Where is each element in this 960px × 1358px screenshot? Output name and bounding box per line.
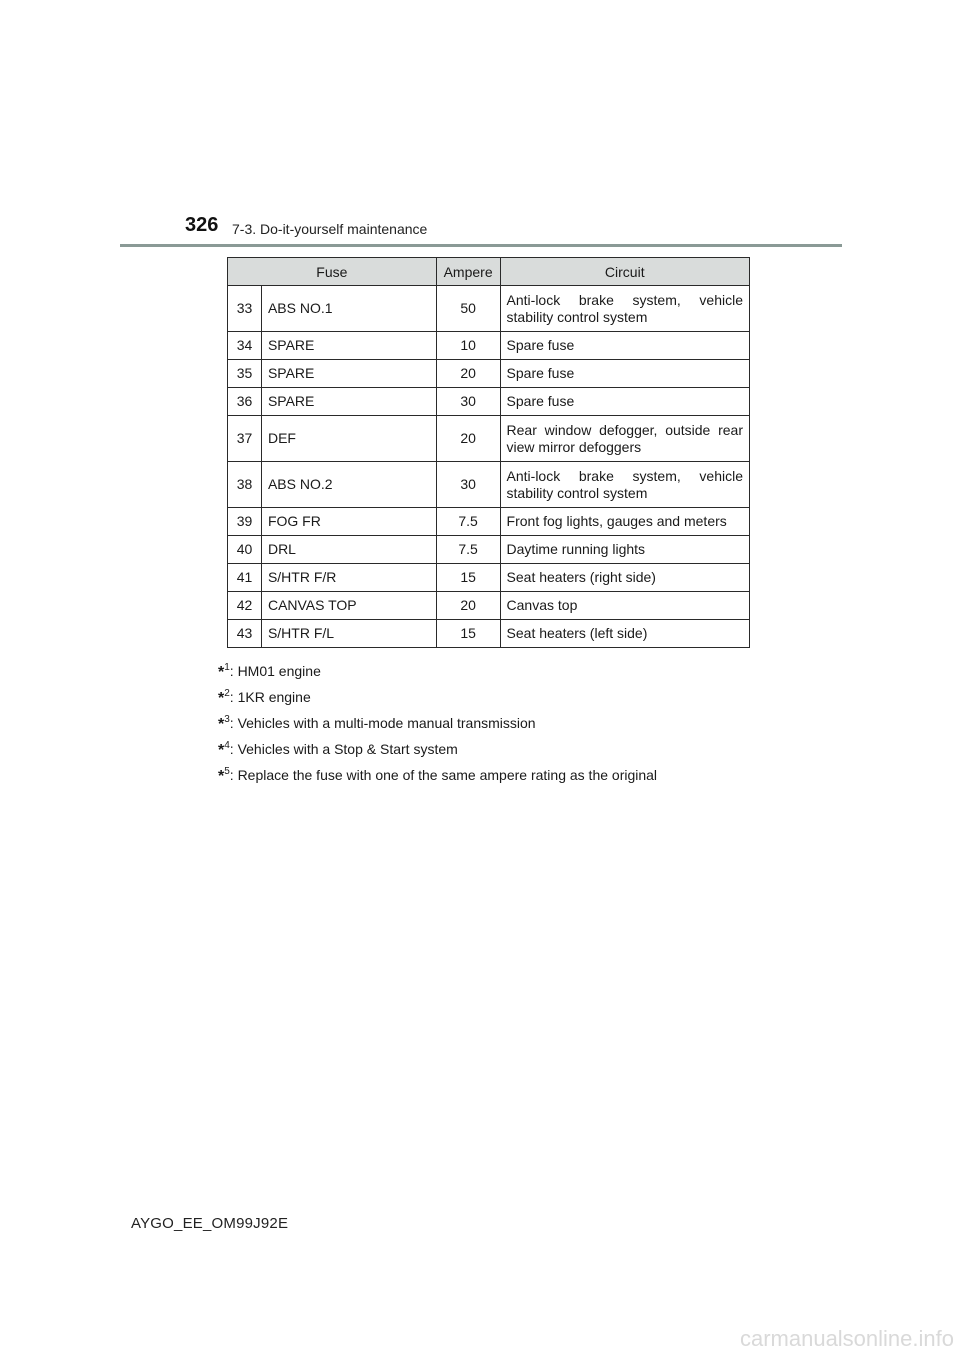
footnote-text: : Vehicles with a multi-mode manual transmission	[229, 715, 536, 731]
fuse-table	[227, 257, 750, 648]
fuse-ampere: 15	[436, 620, 500, 648]
footnote-number: 3	[224, 714, 230, 725]
table-row	[228, 332, 750, 360]
footnote-text: : 1KR engine	[229, 689, 311, 705]
fuse-number: 37	[228, 416, 262, 462]
fuse-ampere: 15	[436, 564, 500, 592]
footnote-number: 2	[224, 688, 230, 699]
fuse-ampere: 20	[436, 360, 500, 388]
footnote	[218, 655, 657, 681]
footnote-number: 4	[224, 740, 230, 751]
fuse-name: ABS NO.2	[261, 462, 436, 508]
fuse-circuit: Canvas top	[500, 592, 749, 620]
fuse-ampere: 7.5	[436, 508, 500, 536]
fuse-name: ABS NO.1	[261, 286, 436, 332]
fuse-number: 34	[228, 332, 262, 360]
footnote	[218, 707, 657, 733]
fuse-circuit: Anti-lock brake system, vehicle stability control system	[500, 286, 749, 332]
fuse-ampere: 20	[436, 416, 500, 462]
fuse-number: 36	[228, 388, 262, 416]
footnote-number: 5	[224, 766, 230, 777]
fuse-number: 35	[228, 360, 262, 388]
document-code: AYGO_EE_OM99J92E	[131, 1215, 289, 1232]
fuse-number: 41	[228, 564, 262, 592]
table-row	[228, 620, 750, 648]
footnote-number: 1	[224, 662, 230, 673]
fuse-name: DEF	[261, 416, 436, 462]
footnote-asterisk: *	[218, 742, 225, 759]
fuse-number: 38	[228, 462, 262, 508]
header-ampere: Ampere	[436, 258, 500, 286]
footnote-asterisk: *	[218, 664, 225, 681]
fuse-circuit: Daytime running lights	[500, 536, 749, 564]
fuse-number: 43	[228, 620, 262, 648]
footnote	[218, 681, 657, 707]
fuse-circuit: Rear window defogger, outside rear view mirror defoggers	[500, 416, 749, 462]
fuse-number: 39	[228, 508, 262, 536]
table-row	[228, 508, 750, 536]
footnote-asterisk: *	[218, 690, 225, 707]
fuse-ampere: 7.5	[436, 536, 500, 564]
fuse-circuit: Seat heaters (right side)	[500, 564, 749, 592]
fuse-number: 40	[228, 536, 262, 564]
fuse-name: S/HTR F/R	[261, 564, 436, 592]
table-row	[228, 592, 750, 620]
fuse-circuit: Spare fuse	[500, 388, 749, 416]
table-row	[228, 416, 750, 462]
fuse-circuit: Anti-lock brake system, vehicle stability control system	[500, 462, 749, 508]
fuse-ampere: 30	[436, 388, 500, 416]
footnote-asterisk: *	[218, 768, 225, 785]
table-row	[228, 564, 750, 592]
fuse-name: FOG FR	[261, 508, 436, 536]
section-title: 7-3. Do-it-yourself maintenance	[232, 221, 428, 237]
fuse-name: SPARE	[261, 388, 436, 416]
fuse-name: S/HTR F/L	[261, 620, 436, 648]
fuse-ampere: 50	[436, 286, 500, 332]
fuse-number: 33	[228, 286, 262, 332]
header-circuit: Circuit	[500, 258, 749, 286]
fuse-ampere: 10	[436, 332, 500, 360]
footnotes	[218, 655, 657, 785]
fuse-name: SPARE	[261, 332, 436, 360]
table-row	[228, 388, 750, 416]
fuse-circuit: Seat heaters (left side)	[500, 620, 749, 648]
fuse-ampere: 20	[436, 592, 500, 620]
table-row	[228, 286, 750, 332]
table-row	[228, 462, 750, 508]
fuse-number: 42	[228, 592, 262, 620]
fuse-circuit: Front fog lights, gauges and meters	[500, 508, 749, 536]
fuse-circuit: Spare fuse	[500, 332, 749, 360]
fuse-name: CANVAS TOP	[261, 592, 436, 620]
footnote-text: : HM01 engine	[229, 663, 321, 679]
footnote	[218, 733, 657, 759]
fuse-circuit: Spare fuse	[500, 360, 749, 388]
fuse-name: SPARE	[261, 360, 436, 388]
footnote	[218, 759, 657, 785]
header-fuse: Fuse	[228, 258, 437, 286]
table-header-row	[228, 258, 750, 286]
watermark: carmanualsonline.info	[739, 1326, 954, 1351]
table-row	[228, 360, 750, 388]
footnote-text: : Replace the fuse with one of the same ampere rating as the original	[229, 767, 658, 783]
fuse-ampere: 30	[436, 462, 500, 508]
footnote-text: : Vehicles with a Stop & Start system	[229, 741, 458, 757]
page-number: 326	[185, 214, 219, 236]
header-rule	[120, 244, 842, 247]
fuse-name: DRL	[261, 536, 436, 564]
table-row	[228, 536, 750, 564]
footnote-asterisk: *	[218, 716, 225, 733]
